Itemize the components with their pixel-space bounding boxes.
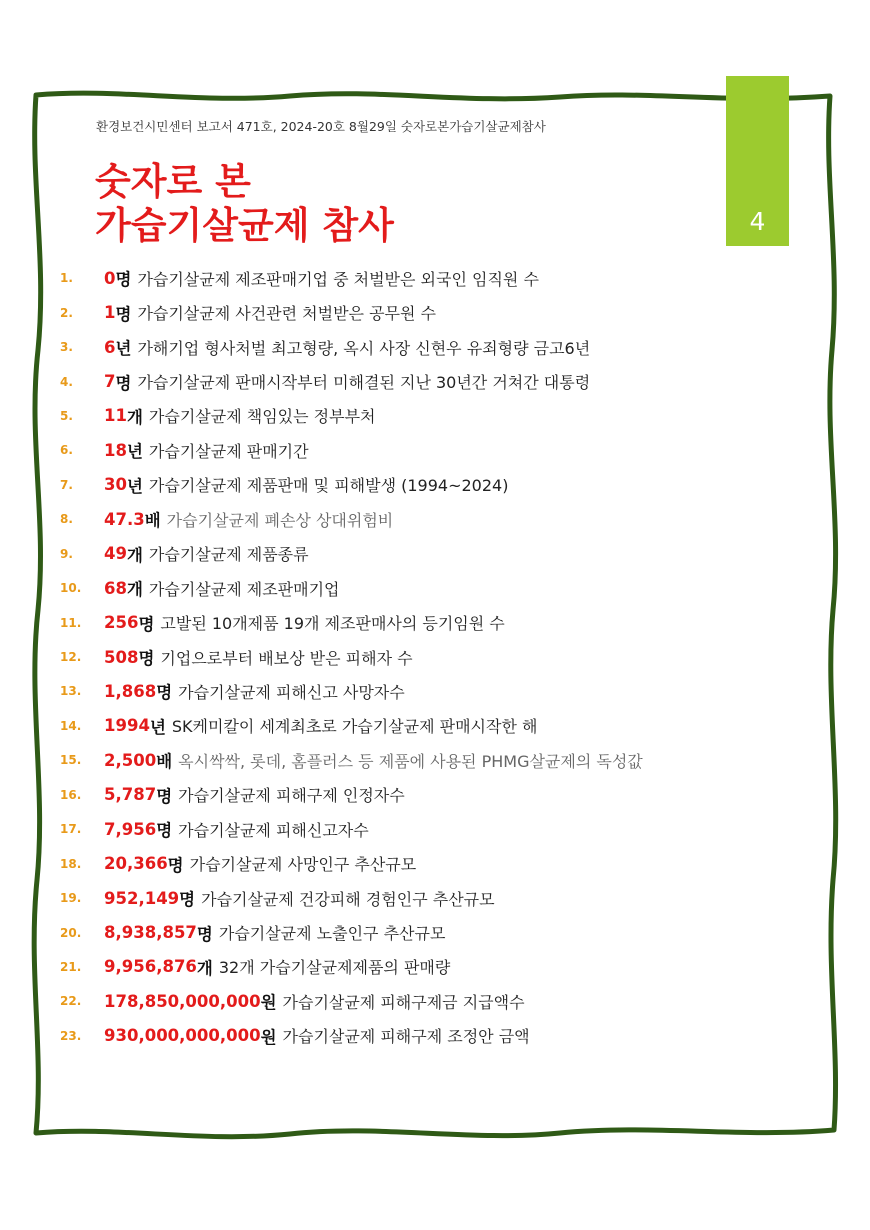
item-description: 가습기살균제 피해구제금 지급액수 [282, 992, 525, 1012]
item-value: 18 [104, 440, 127, 460]
item-description: 가습기살균제 제품종류 [148, 545, 309, 565]
item-description: 가습기살균제 판매기간 [148, 441, 309, 461]
item-value: 30 [104, 475, 127, 495]
item-description: 고발된 10개제품 19개 제조판매사의 등기임원 수 [160, 614, 505, 634]
list-item [60, 605, 800, 639]
item-description: SK케미칼이 세계최초로 가습기살균제 판매시작한 해 [171, 717, 538, 737]
item-number: 22. [60, 994, 82, 1009]
item-number: 8. [60, 512, 73, 527]
list-item [60, 433, 800, 467]
item-value: 7,956 [104, 819, 157, 839]
item-unit: 명 [138, 614, 155, 634]
item-value: 11 [104, 406, 127, 426]
item-description: 가습기살균제 피해신고자수 [178, 820, 369, 840]
item-number: 12. [60, 650, 82, 665]
item-description: 가습기살균제 사망인구 추산규모 [189, 855, 417, 875]
item-description: 가습기살균제 건강피해 경험인구 추산규모 [201, 889, 495, 909]
item-description: 32개 가습기살균제제품의 판매량 [218, 958, 451, 978]
item-unit: 년 [149, 717, 166, 737]
item-unit: 명 [156, 786, 173, 806]
item-number: 15. [60, 753, 82, 768]
item-description: 가습기살균제 제품판매 및 피해발생 (1994~2024) [148, 476, 509, 496]
title-line-2: 가습기살균제 참사 [95, 204, 394, 247]
list-item [60, 640, 800, 674]
item-unit: 배 [144, 511, 161, 531]
list-item [60, 674, 800, 708]
list-item [60, 846, 800, 880]
item-description: 가습기살균제 폐손상 상대위험비 [166, 510, 394, 530]
item-unit: 개 [126, 545, 143, 565]
item-value: 6 [104, 337, 116, 357]
item-unit: 명 [156, 821, 173, 841]
item-number: 6. [60, 443, 73, 458]
item-value: 0 [104, 268, 116, 288]
item-value: 508 [104, 647, 139, 667]
item-unit: 개 [126, 580, 143, 600]
item-number: 23. [60, 1028, 82, 1043]
item-unit: 개 [126, 407, 143, 427]
item-number: 7. [60, 477, 73, 492]
item-number: 16. [60, 787, 82, 802]
list-item [60, 778, 800, 812]
list-item [60, 261, 800, 295]
list-item [60, 295, 800, 329]
item-description: 가습기살균제 피해구제 조정안 금액 [282, 1027, 530, 1047]
item-description: 가습기살균제 사건관련 처벌받은 공무원 수 [137, 304, 436, 324]
item-unit: 원 [260, 993, 277, 1013]
list-item [60, 881, 800, 915]
item-value: 1,868 [104, 681, 157, 701]
item-unit: 명 [115, 373, 132, 393]
item-number: 14. [60, 718, 82, 733]
list-item [60, 399, 800, 433]
item-unit: 명 [156, 683, 173, 703]
list-item [60, 571, 800, 605]
item-value: 7 [104, 372, 116, 392]
item-number: 4. [60, 374, 73, 389]
item-value: 952,149 [104, 888, 180, 908]
item-description: 가습기살균제 제조판매기업 [148, 579, 340, 599]
list-item [60, 743, 800, 777]
list-item [60, 330, 800, 364]
item-number: 3. [60, 340, 73, 355]
item-value: 47.3 [104, 509, 145, 529]
item-description: 가습기살균제 피해신고 사망자수 [178, 682, 405, 702]
list-item [60, 468, 800, 502]
item-value: 68 [104, 578, 127, 598]
list-item [60, 502, 800, 536]
page-number-tab [726, 76, 789, 246]
item-number: 10. [60, 581, 82, 596]
item-unit: 명 [179, 890, 196, 910]
item-description: 가습기살균제 제조판매기업 중 처벌받은 외국인 임직원 수 [137, 269, 539, 289]
page-title [95, 160, 394, 248]
item-description: 옥시싹싹, 롯데, 홈플러스 등 제품에 사용된 PHMG살균제의 독성값 [178, 751, 643, 771]
item-unit: 원 [260, 1027, 277, 1047]
item-description: 가습기살균제 책임있는 정부부처 [148, 407, 376, 427]
item-number: 5. [60, 408, 73, 423]
item-unit: 명 [115, 304, 132, 324]
item-description: 가습기살균제 노출인구 추산규모 [218, 924, 446, 944]
item-description: 가습기살균제 판매시작부터 미해결된 지난 30년간 거쳐간 대통령 [137, 373, 591, 393]
item-unit: 명 [196, 924, 213, 944]
item-value: 20,366 [104, 854, 168, 874]
item-value: 1994 [104, 716, 150, 736]
list-item [60, 950, 800, 984]
item-description: 가해기업 형사처벌 최고형량, 옥시 사장 신현우 유죄형량 금고6년 [137, 338, 591, 358]
list-item [60, 1019, 800, 1053]
item-number: 21. [60, 959, 82, 974]
item-unit: 년 [115, 339, 132, 359]
item-value: 930,000,000,000 [104, 1026, 261, 1046]
list-item [60, 915, 800, 949]
item-value: 1 [104, 303, 116, 323]
item-value: 49 [104, 544, 127, 564]
item-value: 8,938,857 [104, 923, 197, 943]
item-unit: 명 [138, 649, 155, 669]
item-number: 17. [60, 822, 82, 837]
facts-list [60, 261, 800, 1053]
item-description: 기업으로부터 배보상 받은 피해자 수 [160, 648, 413, 668]
list-item [60, 537, 800, 571]
item-value: 9,956,876 [104, 957, 197, 977]
list-item [60, 812, 800, 846]
item-number: 13. [60, 684, 82, 699]
item-number: 11. [60, 615, 82, 630]
list-item [60, 709, 800, 743]
item-value: 256 [104, 613, 139, 633]
item-unit: 년 [126, 442, 143, 462]
item-unit: 명 [115, 270, 132, 290]
item-number: 20. [60, 925, 82, 940]
list-item [60, 984, 800, 1018]
page-number: 4 [749, 207, 766, 236]
item-number: 2. [60, 305, 73, 320]
item-number: 9. [60, 546, 73, 561]
item-unit: 개 [196, 958, 213, 978]
item-value: 2,500 [104, 750, 157, 770]
report-header: 환경보건시민센터 보고서 471호, 2024-20호 8월29일 숫자로본가습기살균제참사 [96, 119, 546, 134]
item-value: 5,787 [104, 785, 157, 805]
item-number: 19. [60, 891, 82, 906]
item-unit: 년 [126, 476, 143, 496]
item-unit: 배 [156, 752, 173, 772]
item-unit: 명 [167, 855, 184, 875]
item-number: 1. [60, 271, 73, 286]
item-number: 18. [60, 856, 82, 871]
item-description: 가습기살균제 피해구제 인정자수 [178, 786, 405, 806]
title-line-1: 숫자로 본 [95, 160, 251, 203]
item-value: 178,850,000,000 [104, 991, 261, 1011]
list-item [60, 364, 800, 398]
